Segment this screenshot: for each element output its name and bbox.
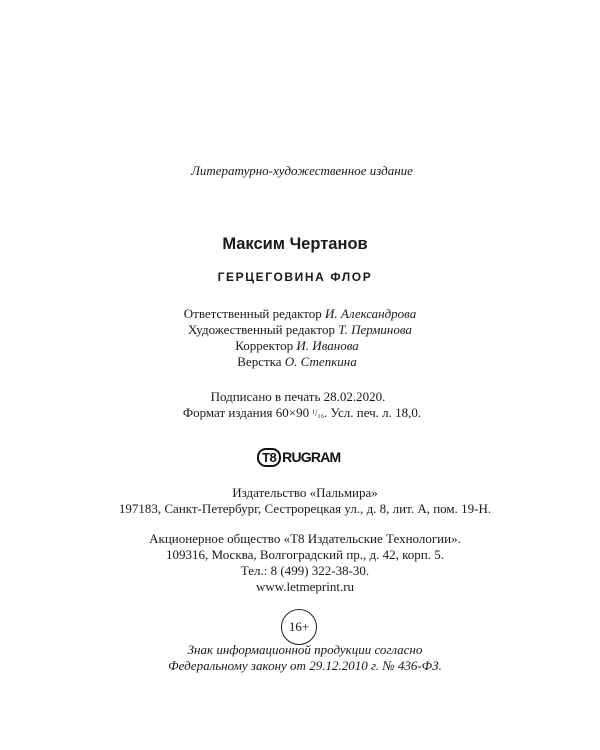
credit-role: Корректор [235,338,297,353]
credit-chief-editor [0,306,600,322]
credit-role: Художественный редактор [188,322,339,337]
printer-phone: Тел.: 8 (499) 322-38-30. [240,563,370,578]
printer-address: 109316, Москва, Волгоградский пр., д. 42, корп. 5. [165,547,445,562]
format-suffix: . Усл. печ. л. 18,0. [323,405,422,420]
credit-person: Т. Перминова [338,322,412,337]
info-notice-line-1: Знак информационной продукции согласно [187,642,423,657]
format-fraction: ¹/₁₆ [312,408,324,418]
credit-person: И. Александрова [325,306,417,321]
book-title: ГЕРЦЕГОВИНА ФЛОР [217,270,373,284]
credit-role: Верстка [237,354,285,369]
signed-to-print: Подписано в печать 28.02.2020. [210,389,386,404]
logo-badge: T8 [257,448,281,467]
publisher-address: 197183, Санкт-Петербург, Сестрорецкая ул., д. 8, лит. А, пом. 19-Н. [118,501,492,516]
credit-person: О. Степкина [284,354,357,369]
credit-role: Ответственный редактор [183,306,326,321]
credit-person: И. Иванова [296,338,359,353]
format-prefix: Формат издания 60×90 [182,405,313,420]
age-rating-badge: 16+ [281,609,317,645]
info-notice-line-2: Федеральному закону от 29.12.2010 г. № 436-ФЗ. [168,658,442,673]
edition-format [2,405,600,421]
publisher-name: Издательство «Пальмира» [232,485,378,500]
credit-art-editor [0,322,600,338]
author-name: Максим Чертанов [222,235,368,253]
printer-name: Акционерное общество «Т8 Издательские Технологии». [149,531,461,546]
credit-layout [0,354,597,370]
edition-type: Литературно-художественное издание [191,163,413,178]
printer-website: www.letmeprint.ru [255,579,355,594]
t8-rugram-logo [257,447,343,467]
credit-proofreader [0,338,597,354]
logo-word: RUGRAM [282,449,341,465]
